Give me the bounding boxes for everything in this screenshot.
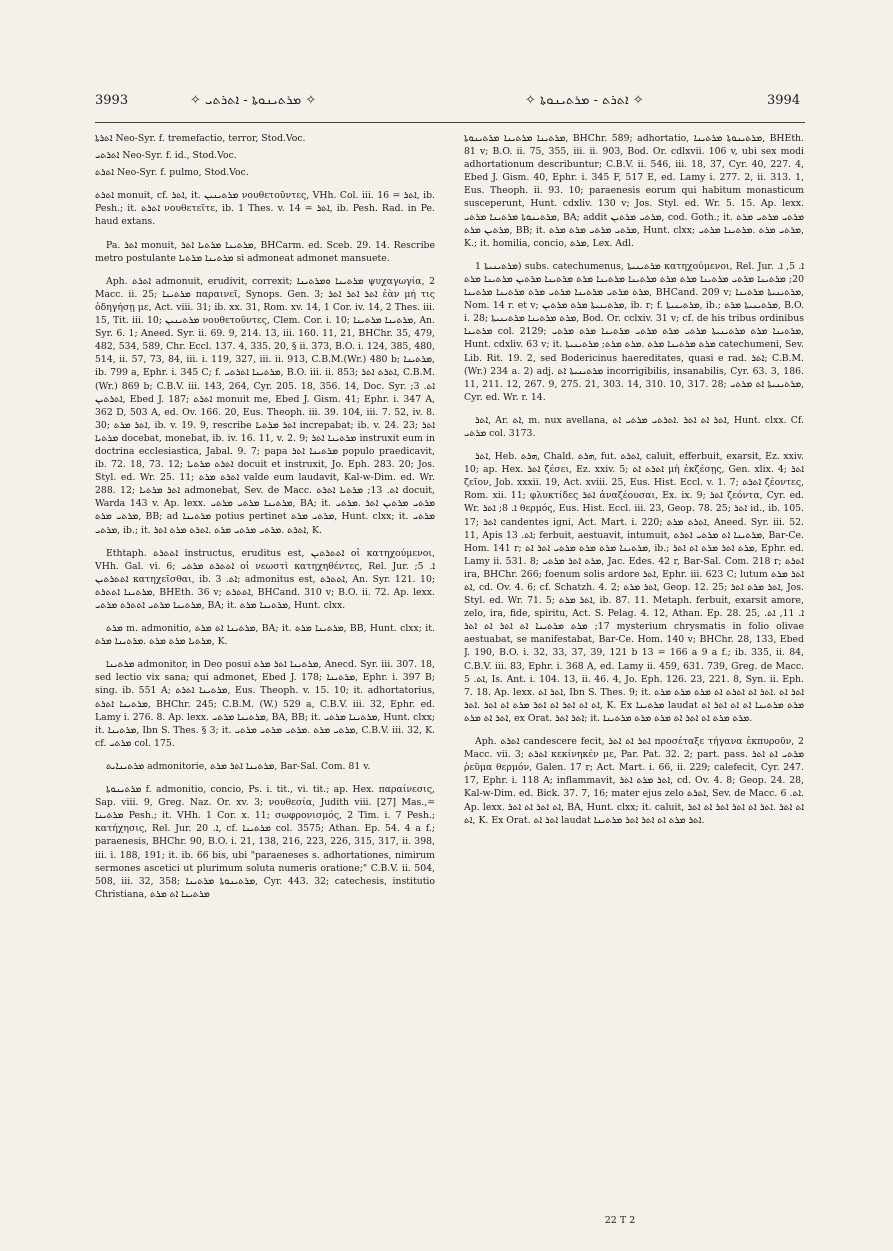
right-column [464,132,804,1217]
entry-monuit: ܐܬܪܬ monuit, cf. ܐܬܪ, it. ܡܪܬܝܢܝܢ νουθετοῦντες, VHh. Col. iii. 16 = ܐܬܪ, ib. Pesh.; it. ܐܬܪܬ νουθετεῖτε, ib. 1 Thes. v. 14 = ܐܬܪ, ib. Pesh. Rad. in Pe. haud extans. [95,190,435,228]
entry-id: ܐܬܪܬܝ Neo-Syr. f. id., Stod.Voc. [95,150,237,162]
running-head [95,93,805,115]
entry-admonitio-m: ܡܪܬ m. admonitio, ܡܪܬܝܢܐ ܐܬ ܡܪܬ, BA; it. ܡܪܬܝܢܐ ܡܪܬ, BB, Hunt. clxx; it. ܡܪܬܝܐ ܡܪܬ ܡܪܬ .ܡܪܬܝܢܐ ܡܪܬ, K. [95,623,435,648]
signature-mark: 22 T 2 [604,1215,636,1226]
entry-ethtaph-instructus: Ethtaph. ܐܬܬܪܬ instructus, eruditus est, ܐܬܬܪܬܝܢ οἱ κατηχούμενοι, VHh. Gal. vi. 6; ܐܬܬܪܬ ܡܪܬܝ οἱ νεωστὶ κατηχηθέντες, Rel. Jur. ܐ. 5; ܐܬܬܪܬܝܢ κατηχεῖσθαι, ib. ܐܬ. 3; admonitus est, ܐܬܬܪܬ, An. Syr. 121. 10; ܡܪܬܝܢܐ ܐܬܬܪܬ, BHEth. 36 v; ܐܬܬܪܬ, BHCand. 310 v; B.O. ii. 72. Ap. lexx. ܡܪܬܝܢܐ ܡܪܬܝ ܐܬܬܪܬ ܡܪܬܝ, BA; it. ܡܪܬܝܢܐ ܡܪܬ, Hunt. clxx. [95,547,435,611]
entry-aph-admonuit: Aph. ܐܬܪܬ admonuit, erudivit, correxit; ܡܪܬܝܢܐ ܘܡܪܬܝܢܐ ψυχαγωγία, 2 Macc. ii. 25; ܡܪܬܝܢܐ παραινεῖ, Synops. Gen. 3; ܐܬܪ ܐܬܪ ܐܬܪ ἐὰν μή τις ὁδηγήσῃ με, Act. viii. 31; ib. xx. 31, Rom. xv. 14, 1 Cor. iv. 14, 2 Thes. iii. 15, Tit. iii. 10; ܡܪܬܝܢܝܢ νουθετοῦντες, Clem. Cor. i. 10; ܡܪܬܝܢܐ ܡܪܬܝܢܐ, An. Syr. 6. 1; Aneed. Syr. ii. 69. 9, 214. 13, iii. 160. 11, 21, BHChr. 35, 479, 482, 534, 589, Chr. Eccl. 137. 4, 335. 20, § ii. 373, B.O. i. 124, 385, 480, 514, ii. 57, 73, 84, iii. i. 119, 327, iii. ii. 913, C.B.M.(Wr.) 480 b; ܡܪܬܝܢܐ, ib. 799 a, Ephr. i. 345 C; f. ܡܪܬܝܢܐ ܐܬܪܬܝ, B.O. iii. ii. 853; ܐܬܪܬ ܐܬܪ, C.B.M.(Wr.) 869 b; C.B.V. iii. 143, 264, Cyr. 205. 18, 356. 14, Doc. Syr. ܐܬ. 3; ܐܬܪܬܝܢ, Ebed J. 187; ܐܬܪܬ monuit me, Ebed J. Gism. 41; Ephr. i. 347 A, 362 D, 503 A, ed. Ov. 166. 20, Eus. Theoph. iii. 39. 104, iii. 7. 52, iv. 8. 30; ܐܬܪ ܡܪܬ, ib. v. 19. 9, rescribe ܐܬܪ ܡܪܬܝܐ increpabat; ib. v. 24. 23; ܐܬܪ ܡܪܬܝܐ docebat, monebat, ib. iv. 16. 11, v. 2. 9; ܡܪܬܝܢܐ ܐܬܪ instruxit eum in doctrina ecclesiastica, Jabal. 9. 7; papa ܡܪܬܝܢܐ ܐܬܪ populo praedicavit, ib. 72. 18, 73. 12; ܐܬܪܬ ܡܪܬܝܐ docuit et instruxit, Jo. Eph. 283. 20; Jos. Styl. ed. Wr. 25. 11; ܐܬܪܬ ܡܪܬ valde eum laudavit, Kal-w-Dim. ed. Wr. 288. 12; ܐܬܪ ܡܪܬܝܐ admonebat, Sev. de Macc. ܐܬ. 13; ܡܪܬܝܐ ܐܬܪܬ docuit, Warda 143 v. Ap. lexx. ܡܪܬܝܢܐ ܡܪܬܝ ܡܪܬܝ, BA; it. ܡܪܬܝ ܡܪܬܝܢ ܐܬܪ .ܡܪܬܝ ܡܪܬܝ ܡܪܬ, BB; ad ܡܪܬܝܢܐ potius pertinet ܡܪܬܝ ܡܪܬ, Hunt. clxx; it. ܡܪܬܝ ܡܪܬܝ, ib.; it. ܐܬܪܬ .ܡܪܬܝ ܡܪܬܝ ܡܪܬ .ܐܬܪܬ ܡܪܬ ܐܬܪ, K. [95,275,435,536]
entry-aph-candescere: Aph. ܐܬܪܬ candescere fecit, ܐܬܪ ܐܬ ܐܬܪ προσέταξε τήγανα ἐκπυροῦν, 2 Macc. vii. 3; ܐܬܪܬ κεκίνηκέν με, Par. Pat. 32. 2; part. pass. ܡܪܬܝ ܐܬ ܐܬܪ ῥεῦμα θερμόν, Galen. 17 r; Act. Mart. i. 66, ii. 229; calefecit, Cyr. 247. 17, Ephr. i. 118 A; inflammavit, ܐܬܪ ܡܪܬ ܐܬܪ, cd. Ov. 4. 8; Geop. 24. 28, Kal-w-Dim. ed. Bick. 37. 7, 16; mater ejus zelo ܐܬܪܬ, Sev. de Macc. ܐܬ. 6. Ap. lexx. ܐܬ ܐܬܪ ܐܬ ܐܬܪ, BA, Hunt. clxx; it. caluit, ܐܬ ܐܬܪ .ܐܬܪ ܐܬ ܐܬܪ ܐܬܪ ܐܬ ܐܬܪ ܐܬ, K. Ex Orat. ܐܬܪ ܐܬ laudat ܐܬܪ ܡܪܬ ܐܬ ܐܬܪ ܐܬܪ ܡܪܬܝܢܐ. [464,736,804,826]
entry-admonitor: ܡܪܬܝܢܐ admonitor, in Deo posui ܡܪܬܝܢܐ ܐܬܪ ܡܪܬ, Anecd. Syr. iii. 307. 18, sed lectio vix sana; qui admonet, Ebed J. 178; ܡܪܬܝܢܐ, Ephr. i. 397 B; sing. ib. 551 A; ܡܪܬܝܢܐ ܐܬܪܬ, Eus. Theoph. v. 15. 10; it. adhortatorius, ܡܪܬܝܢܐ ܐܬܪܬ, BHChr. 245; C.B.M. (W.) 529 a, C.B.V. iii. 32, Ephr. ed. Lamy i. 276. 8. Ap. lexx. ܡܪܬܝܢܐ ܡܪܬܝ, BA, BB; it. ܡܪܬܝܢܐ ܡܪܬܝ, Hunt. clxx; it. ܡܪܬܝܢܐ, Ibn S. Thes. § 3; it. ܡܪܬܝ ܡܪܬ .ܡܪܬܝ ܡܪܬܝ ܡܪܬܝ, C.B.V. iii. 32, K. cf. ܡܪܬܝ col. 175. [95,659,435,749]
entry-tremefactio: ܐܬܪܬܐ Neo-Syr. f. tremefactio, terror, Stod.Voc. [95,133,306,144]
entry-pa-monuit: Pa. ܐܬܪ monuit, ܡܪܬܝܢܐ ܡܪܬܝܐ ܐܬܪ, BHCarm. ed. Sceb. 29. 14. Rescribe metro postulante ܡܪܬܝܢܐ ܡܪܬܝܐ si admoneat admonet mansuete. [95,239,435,264]
entry-nux-avellana: ܐܬܪ, Ar. ܐܬ, m. nux avellana, ܐܬܪ ܐܬ ܐܬܪ .ܐܬܪܬܝ ܡܪܬܝ ܐܬ, Hunt. clxx. Cf. ܡܪܬܝ col. 3173. [464,414,804,439]
left-page-number: 3993 [95,93,129,108]
entry-caluit: ܐܬܪ, Heb. ܗܪܬ, Chald. ܗܪܬ, fut. ܐܬܪܬ, caluit, efferbuit, exarsit, Ez. xxiv. 10; ap. Hex. ܐܬܪ ζέσει, Ez. xxiv. 5; ܐܬܪܬ ܐܬ μὴ ἐκζέσῃς, Gen. xlix. 4; ܐܬܪ ζεῖον, Job. xxxii. 19, Act. xviii. 25, Eus. Hist. Eccl. v. 1. 7; ܐܬܪܬ ζέοντες, Rom. xii. 11; φλυκτίδες ܐܬܪ ἀναζέουσαι, Ex. ix. 9; ܐܬܪ ζεόντα, Cyr. ed. Wr. ܐ. 8; ܐܬܪ θερμός, Eus. Hist. Eccl. iii. 23, Geop. 78. 25; ܐܬܪ id., ib. 105. 17; ܐܬܪ candentes igni, Act. Mart. i. 220; ܐܬܪܬ ܡܪܬ, Aneed. Syr. iii. 52. 11, Apis ܐܬ. 13; ferbuit, aestuavit, intumuit, ܡܪܬܝܢܐ ܐܬ ܡܪܬܝ ܐܬܪܬ, Bar-Ce. Hom. 141 r; ܡܪܬܝܢܐ ܡܪܬ ܡܪܬ ܡܪܬܝ ܐܬܪ ܐܬ, ib.; ܡܪܬ ܐܬܪ ܡܪܬ ܐܬ ܐܬܪ, Ephr. ed. Lamy ii. 531. 8; ܡܪܬ ܐܬܪ ܡܪܬܝ, Jac. Edes. 42 r, Bar-Sal. Com. 218 r; ܐܬܪܬ ira, BHChr. 266; foenum solis ardore ܐܬܪ, Ephr. iii. 623 C; lutum ܐܬܪ ܡܪܬ ܐܬ, cd. Ov. 4. 6; cf. Schatzh. 4. 2; ܐܬܪ ܡܪܬ, Geop. 12. 25; ܐܬܪ ܡܪܬ ܐܬܪ, Jos. Styl. ed. Wr. 71. 5; ܐܬܪ ܡܪܬ, ib. 87. 11. Metaph. ferbuit, exarsit amore, zelo, ira, fide, spiritu, Act. S. Pelag. 4. 12, Athan. Ep. 28. 25, ܐ. 11, ܐܬ. 17; ܡܪܬ ܡܪܬܝܢܐ ܐܬ ܐܬܪ ܐܬ ܐܬܪ mysterium chrysmatis in folio olivae aestuabat, se manifestabat, Bar-Ce. Hom. 140 v; BHChr. 28, 133, Ebed J. 190, B.O. i. 32, 33, 37, 39, 121 b 13 = 166 a 9 a f.; ib. 335, ii. 84, C.B.V. iii. 83, Ephr. i. 368 A, ed. Lamy ii. 459, 631. 739, Greg. de Macc. ܐܬ. 5, Is. Ant. i. 104. 13, ii. 46. 4, Jo. Eph. 126. 23, 221. 8, Syn. ii. Eph. 7. 18. Ap. lexx. ܐܬܪ ܐܬ, Ibn S. Thes. 9; it. ܐܬܪ ܐܬ .ܐܬܪ ܐܬ ܐܬܪܬ ܐܬ ܡܪܬ ܡܪܬ ܡܪܬ ܐܬ ܐܬ ܐܬܪ ܐܬ ܐܬܪ ܡܪܬ ܐܬ ܐܬܪ .ܐܬܪ, K. Ex ܡܪܬܝܢܐ laudat ܡܪܬ ܡܪܬܝܢܐ ܐܬ ܐܬ ܐܬܪ ܐܬ ܐܬܪ ܐܬ ܡܪܬ, ex Orat. ܐܬܪ ܐܬܪ; it. ܡܪܬ ܡܪܬ ܐܬ ܐܬܪ ܐܬ ܡܪܬ ܡܪܬ ܡܪܬܝܢܐ. [464,451,804,724]
entry-admonitorie: ܡܪܬܝܢܐܝܬ admonitorie, ܡܪܬܝܢܐ ܐܬܪ ܡܪܬ, Bar-Sal. Com. 81 v. [106,760,371,772]
right-page-number: 3994 [767,93,801,108]
entry-catechumenus: ܡܪܬܝܢܝܬܐ 1) subs. catechumenus, ܡܪܬܝܢܝܬܐ κατηχούμενοι, Rel. Jur. ܐ. 5, ܐ. 20; ܡܪܬܝܢܐ ܡܪܬܝ ܡܪܬܝܢܐ ܡܪܬ ܡܪܬ ܡܪܬܝܢܐ ܡܪܬܝܢܐ ܡܪܬ ܡܪܬܝܢܐ ܡܪܬܝܢ ܡܪܬܝܢܐ ܡܪܬ ܡܪܬ ܡܪܬܝ ܡܪܬܝܢܐ ܡܪܬܝ ܡܪܬ ܡܪܬܝܢܐ ܡܪܬܝܢܐ, BHCand. 209 v; ܡܪܬܝܢܝܬܐ ܡܪܬܝܢܐ, Nom. 14 r. et v; ܡܪܬܝܢܝܬܐ ܡܪܬ ܡܪܬܝܢ, ib. r; f. ܡܪܬܝܢܝܬܐ, ib.; ܡܪܬܝܢܝܬܐ ܡܪܬ, B.O. i. 28; ܡܪܬ ܡܪܬܝܢܐ ܡܪܬܝܢܝܬܐ, Bod. Or. cclxiv. 31 v; cf. de his tribus ordinibus ܡܪܬܝܢܐ col. 2129; ܡܪܬܝܢܐ ܡܪܬ ܡܪܬܝܢܝܬܐ ܡܪܬܝ ܡܪܬ ܡܪܬܝ ܡܪܬܝܢܐ ܡܪܬ ܡܪܬܝ, Hunt. cdxliv. 63 v; it. ܡܪܬ ܡܪܬܝܢܐ ܡܪܬ .ܡܪܬ ܡܪܬ; ܡܪܬܝܢܝܬܐ catechumeni, Sev. Lib. Rit. 19. 2, sed Bodericinus haereditates, quasi e rad. ܐܬܪ; C.B.M. (Wr.) 234 a. 2) adj. ܡܪܬܝܢܝܬܐ ܐܬ incorrigibilis, insanabilis, Cyr. 63. 3, 186. 11, 211. 12, 267. 9, 275. 21, 303. 14, 310. 10, 317. 28; ܡܪܬܝܢܝܬܐ ܐܬ ܡܪܬܝ, Cyr. ed. Wr. r. 14. [464,260,804,403]
left-running-title: ✧ ܡܪܬܝܢܘܬܐ - ܐܬܪܬܝ ✧ [190,93,317,108]
entry-pulmo: ܐܬܪܬ Neo-Syr. f. pulmo, Stod.Voc. [95,167,249,179]
right-running-title: ✧ ܐܬܪܬ - ܡܪܬܝܢܘܬܐ ✧ [525,93,644,108]
entry-continuation: ܡܪܬܝܢܐ ܡܪܬܝܢܐ ܡܪܬܝܢܘܬܐ, BHChr. 589; adhortatio, ܡܪܬܝܢܘܬܐ ܡܪܬܝܢܐ, BHEth. 81 v; B.O. ii. 75, 355, iii. ii. 903, Bod. Or. cdlxvii. 106 v, ubi sex modi adhortationum describuntur; C.B.V. ii. 546, iii. 18, 37, Cyr. 40, 227. 4, Ebed J. Gism. 40, Ephr. i. 345 F, 517 E, ed. Lamy i. 277. 2, ii. 313. 1, Eus. Theoph. ii. 93. 10; paraenesis eorum qui habitum monasticum susceperunt, Hunt. cdxliv. 130 v; Jos. Styl. ed. Wr. 5. 15. Ap. lexx. ܡܪܬܝܢܘܬܐ ܡܪܬܝܢܐ ܡܪܬܝ, BA; addit ܡܪܬܝ ܡܪܬܝܢ, cod. Goth.; it. ܡܪܬܝ ܡܪܬܝ ܡܪܬ ܡܪܬܝܢ ܡܪܬ, BB; it. ܡܪܬܝ ܡܪܬܝ ܡܪܬ ܡܪܬ, Hunt. clxx; ܡܪܬܝ ܡܪܬ .ܡܪܬܝܢܐ ܡܪܬܝ, K.; it. homilia, concio, ܡܪܬ, Lex. Adl. [464,133,804,249]
entry-admonitio-f: ܡܪܬܝܢܘܬܐ f. admonitio, concio, Ps. i. tit., vi. tit.; ap. Hex. παραίνεσις, Sap. viii. 9, Greg. Naz. Or. xv. 3; νουθεσία, Judith viii. [27] Mas.,= ܡܪܬܝܢܐ Pesh.; it. VHh. 1 Cor. x. 11; σωφρονισμός, 2 Tim. i. 7 Pesh.; κατήχησις, Rel. Jur. ܐ. 20, cf. ܡܪܬܝܢܐ col. 3575; Athan. Ep. 54. 4 a f.; paraenesis, BHChr. 90, B.O. i. 21, 138, 216, 223, 226, 315, 317, ii. 398, iii. i. 188, 191; it. ib. 66 bis, ubi "paraeneses s. adhortationes, nimirum sermones ascetici ut plurimum soluta numeris oratione;" C.B.V. ii. 504, 508, iii. 32, 358; ܡܪܬܝܢܘܬܐ ܡܪܬܝܢܐ, Cyr. 443. 32; catechesis, institutio Christiana, ܡܪܬܝܢܐ ܐܬ ܡܪܬ [95,784,435,900]
left-column [95,132,435,1202]
header-rule [95,122,805,123]
